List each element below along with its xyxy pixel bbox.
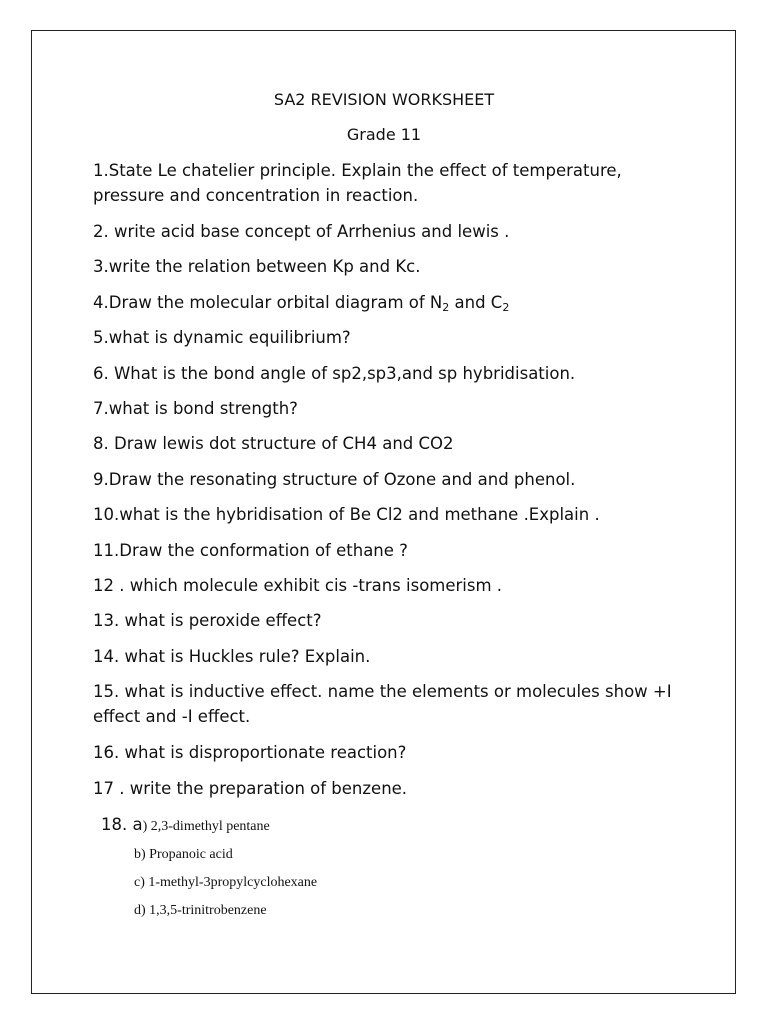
question-4 [93, 290, 693, 315]
question-5: 5.what is dynamic equilibrium? [93, 328, 351, 347]
question-17: 17 . write the preparation of benzene. [93, 779, 408, 798]
question-16: 16. what is disproportionate reaction? [93, 743, 407, 762]
question-10: 10.what is the hybridisation of Be Cl2 and methane .Explain . [93, 505, 600, 524]
question-4-text: 4.Draw the molecular orbital diagram of N [93, 293, 443, 312]
question-3: 3.write the relation between Kp and Kc. [93, 257, 421, 276]
question-18-prefix: 18. a [101, 815, 143, 834]
question-8: 8. Draw lewis dot structure of CH4 and CO2 [93, 434, 454, 453]
question-6: 6. What is the bond angle of sp2,sp3,and sp hybridisation. [93, 364, 576, 383]
question-7: 7.what is bond strength? [93, 399, 298, 418]
question-18-item-a: ) 2,3-dimethyl pentane [142, 819, 270, 834]
question-2: 2. write acid base concept of Arrhenius and lewis . [93, 222, 510, 241]
question-9: 9.Draw the resonating structure of Ozone and and phenol. [93, 470, 576, 489]
question-15: 15. what is inductive effect. name the elements or molecules show +I effect and -I effect. [93, 682, 672, 726]
question-18-item-c: c) 1-methyl-3propylcyclohexane [134, 875, 318, 890]
worksheet-title: SA2 REVISION WORKSHEET [273, 90, 495, 109]
question-18 [101, 813, 270, 839]
question-11: 11.Draw the conformation of ethane ? [93, 541, 408, 560]
question-18-item-d: d) 1,3,5-trinitrobenzene [134, 903, 267, 918]
question-4-subscript-n: 2 [442, 301, 450, 314]
question-13: 13. what is peroxide effect? [93, 611, 322, 630]
question-4-subscript-c: 2 [502, 301, 510, 314]
question-14: 14. what is Huckles rule? Explain. [93, 647, 371, 666]
question-4-mid: and C [449, 293, 503, 312]
question-18-item-b: b) Propanoic acid [134, 847, 233, 862]
question-1: 1.State Le chatelier principle. Explain the effect of temperature, pressure and concentration in reaction. [93, 161, 622, 205]
question-12: 12 . which molecule exhibit cis -trans isomerism . [93, 576, 503, 595]
grade-label: Grade 11 [346, 125, 422, 144]
